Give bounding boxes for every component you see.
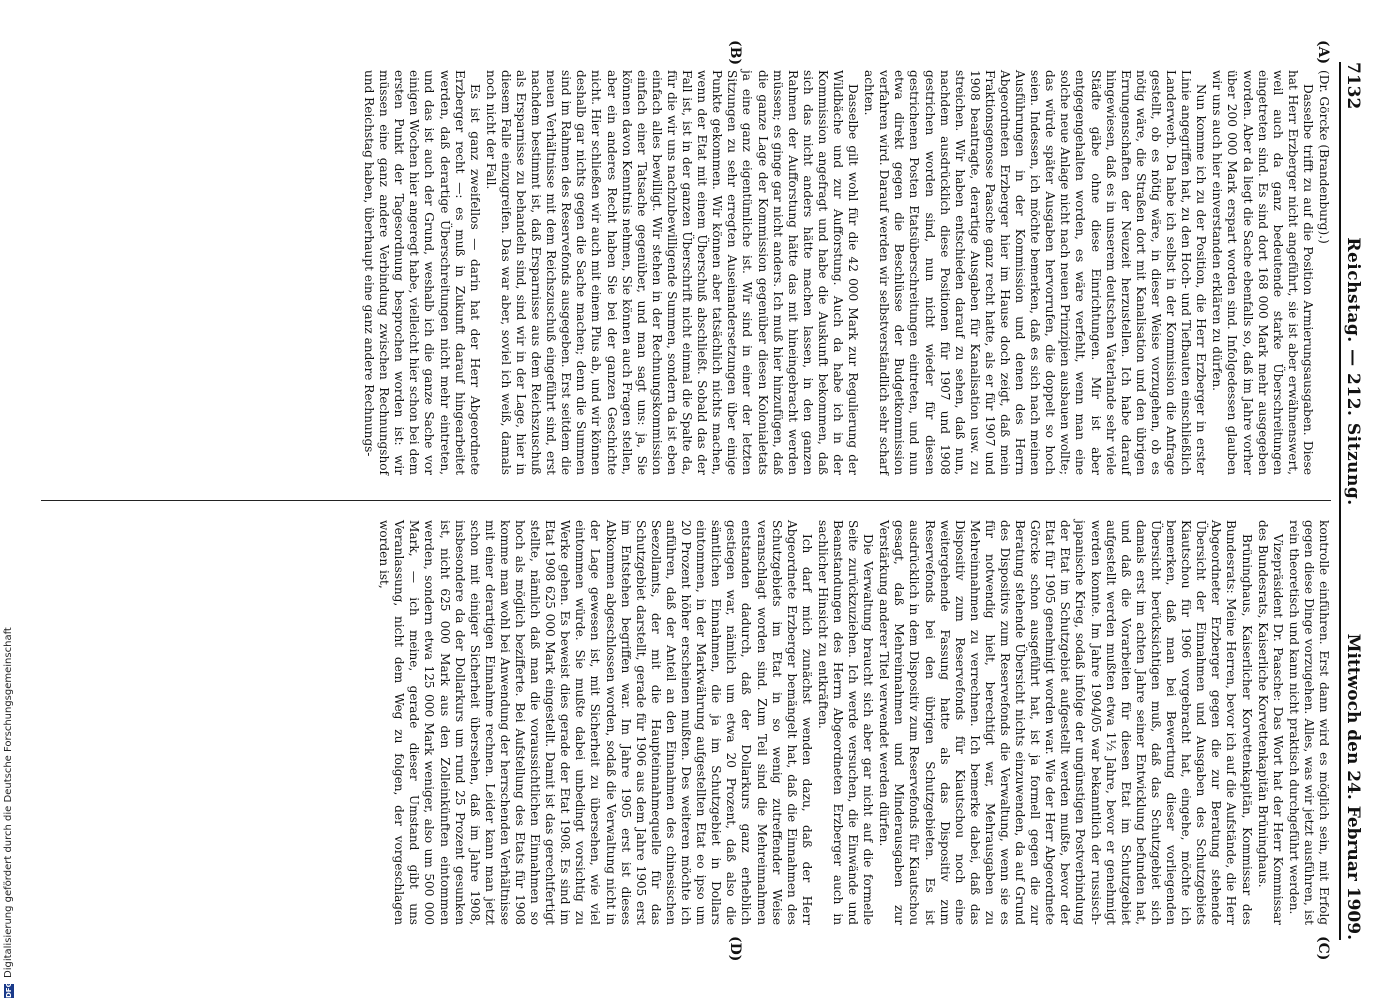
paragraph: Nun komme ich zu der Position, die Herr Erzberger in erster Linie angegriffen hat, zu den Hoch- und Tiefbauten einschließlich Landerwerb. Da habe ich selbst in der Kommission die Anfrage gestellt, ob es nötig wäre, in dieser Weise vorzugehen, ob es nötig wäre, die Straßen dort mit Kanalisation und den übrigen Errungenschaften der Neuzeit herzustellen. Ich habe darauf hingewiesen, daß es in unserem deutschen Vaterlande sehr viele Städte gäbe ohne diese Einrichtungen. Mir ist aber entgegengehalten worden, es wäre verfehlt, wenn man eine solche neue Anlage nicht nach neuen Prinzipien ausbauen wollte; das würde später Ausgaben hervorrufen, die doppelt so hoch seien. Indessen, ich möchte bemerken, daß es sich nach meinen Ausführungen in der Kommission und denen des Herrn Abgeordneten Erzberger hier im Hause doch zeigt, daß mein Fraktionsgenosse Paasche ganz recht hatte, als er für 1907 und 1908 beantragte, derartige Ausgaben für Kanalisation usw. zu streichen. Wir haben entschieden darauf zu sehen, daß nun, nachdem ausdrücklich diese Positionen für 1907 und 1908 gestrichen worden sind, nun nicht wieder für diesen gestrichenen Posten Etatsüberschreitungen eintreten, und nun etwa direkt gegen die Beschlüsse der Budgetkommission verfahren wird. Darauf werden wir selbstverständlich sehr scharf achten.	[862, 70, 1209, 475]
paragraph: Vizepräsident Dr. Paasche: Das Wort hat der Herr Kommissar des Bundesrats, Kaiserliche Korvettenkapitän Brüninghaus.	[1255, 520, 1285, 925]
margin-marker-a: (A)	[1315, 40, 1331, 65]
margin-marker-d: (D)	[727, 936, 743, 962]
paragraph: Es ist ganz zweifellos — darin hat der Herr Abgeordnete Erzberger recht —: es muß in Zukunft darauf hingearbeitet werden, daß derartige Überschreitungen nicht mehr eintreten, und das ist auch der Grund, weshalb ich die ganze Sache vor einigen Wochen hier angeregt habe, vielleicht hier schon bei dem ersten Punkt der Tagesordnung besprochen worden ist: wir müssen eine ganz andere Verbindung zwischen Rechnungshof und Reichstag haben, überhaupt eine ganz andere Rechnungs-	[362, 70, 482, 475]
session-date: Mittwoch den 24. Februar 1909.	[1343, 633, 1363, 940]
page-number: 7132	[1343, 62, 1363, 110]
paragraph: Ich darf mich zunächst wenden dazu, daß der Herr Abgeordnete Erzberger bemängelt hat, daß die Einnahmen des Schutzgebiets im Etat in so wenig zutreffender Weise veranschlagt worden sind. Zum Teil sind die Mehreinnahmen entstanden dadurch, daß der Dollarkurs ganz erheblich gestiegen war, nämlich um etwa 20 Prozent, daß also die sämtlichen Einnahmen, die ja im Schutzgebiet in Dollars eintommen, in der Markwährung aufgestellten Etat eo ipso um 20 Prozent höher erscheinen mußten. Des weiteren möchte ich anführen, daß der Anteil an den Einnahmen des chinesischen Seezollamts, der mit die Haupteinnahmequelle für das Schutzgebiet darstellt, gerade für 1906 aus dem Jahre 1905 erst im Entstehen begriffen war. Im Jahre 1905 erst ist dieses Abkommen abgeschlossen worden, sodaß die Verwaltung nicht in der Lage gewesen ist, mit Sicherheit zu übersehen, wie viel eintommen würde. Sie mußte dabei unbedingt vorsichtig zu Werke gehen. Es beweist dies gerade der Etat 1908. Es sind im Etat 1908 625 000 Mark eingestellt. Damit ist das gerechtfertigt stellte, nämlich daß man die voraussichtlichen Einnahmen so hoch als möglich bezifferte. Bei Aufstellung des Etats für 1908 komme man wohl bei Anwendung der herrschenden Verhältnisse mit einer derartigen Einnahme rechnen. Leider kann man jetzt schon mit einiger Sicherheit übersehen, daß im Jahre 1908, insbesondere da der Dollarkurs um rund 25 Prozent gesunken ist, nicht 625 000 Mark aus den Zolleinkünften eintommen werden, sondern etwa 125 000 Mark weniger, also um 500 000 Mark, — ich meine, gerade dieser Umstand gibt uns Veranlassung, nicht dem Weg zu folgen, der vorgeschlagen worden ist,	[377, 520, 814, 925]
right-text-column	[375, 520, 1331, 925]
paragraph: kontrolle einführen. Erst dann wird es möglich sein, mit Erfolg gegen diese Dinge vorzugehen. Alles, was wir jetzt ausführen, ist rein theoretisch und kann nicht praktisch durchgeführt werden.	[1286, 520, 1331, 925]
session-title: Reichstag. — 212. Sitzung.	[1343, 237, 1363, 506]
paragraph: Dasselbe trifft zu auf die Position Armierungsausgaben. Diese hat Herr Erzberger nicht angeführt, sie ist aber erwähnenswert, weil auch da ganz bedeutende starke Überschreitungen eingetreten sind. Es sind dort 168 000 Mark mehr ausgegeben worden. Aber da liegt die Sache ebenfalls so, daß im Jahre vorher über 200 000 Mark erspart worden sind. Infolgedessen glauben wir uns auch hier einverstanden erklären zu dürfen.	[1210, 70, 1315, 475]
paragraph: (Dr. Görcke (Brandenburg).)	[1317, 70, 1331, 244]
column-divider	[41, 500, 1331, 501]
paragraph: Die Verwaltung braucht sich aber gar nicht auf die formelle Seite zurückzuziehen. Ich werde versuchen, die Einwände und Beanstandungen des Herrn Abgeordneten Erzberger auch in sachlicher Hinsicht zu entkräften.	[815, 520, 876, 925]
margin-marker-b: (B)	[727, 40, 743, 66]
paragraph: Brüninghaus, Kaiserlicher Korvettenkapitän, Kommissar des Bundesrats: Meine Herren, bevor ich auf die Aufstände, die Herr Abgeordneter Erzberger gegen die zur Beratung stehende Übersicht der Einnahmen und Ausgaben des Schutzgebiets Kiautschou für 1906 vorgebracht hat, eingehe, möchte ich bemerken, daß man bei Bewertung dieser vorliegenden Übersicht berücksichtigen muß, daß das Schutzgebiet sich damals erst im achten Jahre seiner Entwicklung befunden hat, und daß die Vorarbeiten für diesen Etat im Schutzgebiet aufgestellt werden mußten etwa 1½ Jahre, bevor er genehmigt werden konnte. Im Jahre 1904/05 war bekanntlich der russisch-japanische Krieg, sodaß infolge der ungünstigen Postverbindung der Etat im Schutzgebiet aufgestellt werden mußte, bevor der Etat für 1905 genehmigt worden war. Wie der Herr Abgeordnete Görcke schon ausgeführt hat, ist ja formell gegen die zur Beratung stehende Übersicht nichts einzuwenden, da auf Grund des Dispositivs zum Reservefonds die Verwaltung, wenn sie es für notwendig hielt, berechtigt war, Mehrausgaben zu Mehreinnahmen zu verrechnen. Ich bemerke dabei, daß das Dispositiv zum Reservefonds für Kiautschou noch eine weitergehende Fassung hatte als das Dispositiv zum Reservefonds bei den übrigen Schutzgebieten. Es ist ausdrücklich in dem Dispositiv zum Reservefonds für Kiautschou gesagt, daß Mehreinnahmen und Minderausgaben zur Verstärkung anderer Titel verwendet werden dürfen.	[877, 520, 1254, 925]
footer-credit: Digitalisierung gefördert durch die Deutsche Forschungsgemeinschaft	[3, 627, 14, 978]
page-header	[1339, 62, 1369, 940]
dfg-logo-icon: DFG	[4, 981, 13, 998]
paragraph: Dasselbe gilt wohl für die 42 000 Mark zur Regulierung der Wildbäche und zur Aufforstung. Auch da habe ich in der Kommission angefragt und habe die Auskunft bekommen, daß sich das nicht anders hätte machen lassen, in den ganzen Rahmen der Aufforstung hätte das mit hineingebracht werden müssen; es ginge gar nicht anders. Ich muß hier hinzufügen, daß die ganze Lage der Kommission gegenüber diesen Kolonialetats ja eine ganz eigentümliche ist. Wir sind in einer der letzten Sitzungen zu sehr erregten Auseinandersetzungen über einige Punkte gekommen. Wir können aber tatsächlich nichts machen, wenn der Etat mit einem Überschuß abschließt. Sobald das der Fall ist, ist in der ganzen Überschrift nicht einmal die Spalte da, für die wir uns nachzubewilligende Summen, sondern da ist eben einfach alles bewilligt. Wir stehen in der Rechnungskommission einfach einer Tatsache gegenüber, und man sagt uns: ja, Sie können davon Kenntnis nehmen, Sie können auch Fragen stellen, aber ein anderes Recht haben Sie bei der ganzen Geschichte nicht. Hier schließen wir auch mit einem Plus ab, und wir können deshalb gar nichts gegen die Sache machen; denn die Summen sind im Rahmen des Reservefonds ausgegeben. Erst seitdem die neuen Verhältnisse mit dem Reichszuschuß eingeführt sind, erst nachdem bestimmt ist, daß Ersparnisse aus dem Reichszuschuß als Ersparnisse zu behandeln sind, sind wir in der Lage, hier in diesem Falle einzugreifen. Das war aber, soviel ich weiß, damals noch nicht der Fall.	[483, 70, 861, 475]
digitization-footer	[3, 627, 14, 998]
left-text-column	[360, 70, 1331, 475]
margin-marker-c: (C)	[1315, 936, 1331, 961]
